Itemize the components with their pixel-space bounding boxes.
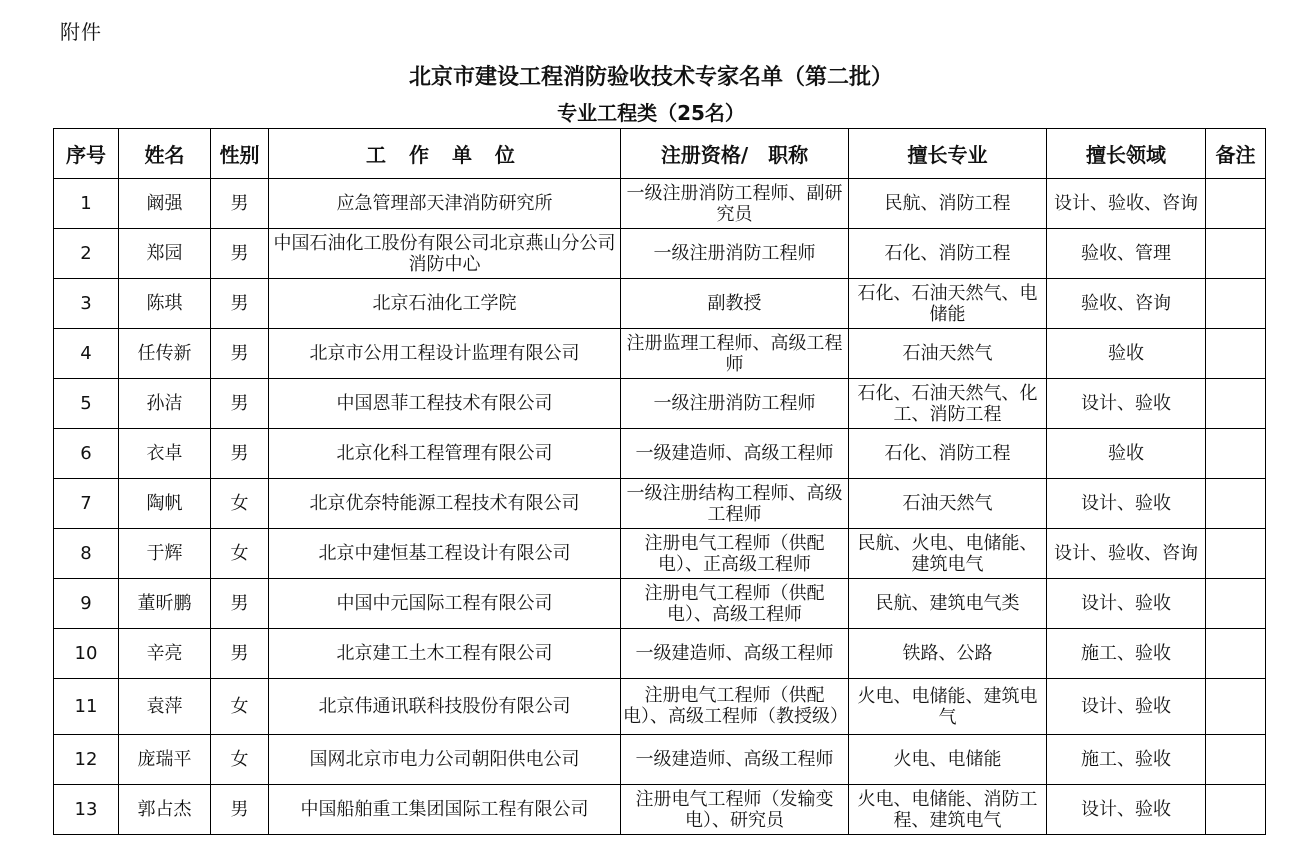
cell-gender: 男 [211, 279, 269, 329]
cell-field: 设计、验收 [1047, 679, 1206, 735]
column-header-gender: 性别 [211, 129, 269, 179]
cell-gender: 女 [211, 679, 269, 735]
cell-note [1206, 735, 1266, 785]
column-header-field: 擅长领域 [1047, 129, 1206, 179]
cell-field: 验收、管理 [1047, 229, 1206, 279]
cell-name: 袁萍 [119, 679, 211, 735]
cell-gender: 男 [211, 229, 269, 279]
cell-no: 12 [54, 735, 119, 785]
cell-qualification: 一级注册消防工程师 [621, 379, 849, 429]
document-subtitle: 专业工程类（25名） [557, 101, 745, 125]
cell-unit: 国网北京市电力公司朝阳供电公司 [269, 735, 621, 785]
cell-unit: 北京中建恒基工程设计有限公司 [269, 529, 621, 579]
cell-name: 庞瑞平 [119, 735, 211, 785]
cell-note [1206, 785, 1266, 835]
cell-no: 5 [54, 379, 119, 429]
cell-gender: 男 [211, 629, 269, 679]
cell-name: 任传新 [119, 329, 211, 379]
cell-qualification: 一级建造师、高级工程师 [621, 735, 849, 785]
column-header-no: 序号 [54, 129, 119, 179]
cell-unit: 中国恩菲工程技术有限公司 [269, 379, 621, 429]
cell-field: 验收 [1047, 429, 1206, 479]
cell-field: 施工、验收 [1047, 735, 1206, 785]
cell-qualification: 注册电气工程师（供配电）、高级工程师（教授级） [621, 679, 849, 735]
cell-gender: 男 [211, 329, 269, 379]
cell-gender: 男 [211, 179, 269, 229]
column-header-name: 姓名 [119, 129, 211, 179]
cell-no: 8 [54, 529, 119, 579]
cell-unit: 中国船舶重工集团国际工程有限公司 [269, 785, 621, 835]
cell-specialty: 民航、消防工程 [849, 179, 1047, 229]
cell-note [1206, 629, 1266, 679]
cell-field: 设计、验收 [1047, 479, 1206, 529]
table-row [54, 629, 1266, 679]
document-title: 北京市建设工程消防验收技术专家名单（第二批） [408, 65, 893, 90]
table-row [54, 329, 1266, 379]
table-row [54, 679, 1266, 735]
table-row [54, 229, 1266, 279]
cell-field: 设计、验收 [1047, 579, 1206, 629]
cell-name: 郭占杰 [119, 785, 211, 835]
cell-name: 孙洁 [119, 379, 211, 429]
column-header-specialty: 擅长专业 [849, 129, 1047, 179]
table-row [54, 379, 1266, 429]
cell-name: 阚强 [119, 179, 211, 229]
cell-gender: 男 [211, 579, 269, 629]
cell-specialty: 石油天然气 [849, 329, 1047, 379]
table-row [54, 429, 1266, 479]
table-row [54, 179, 1266, 229]
cell-note [1206, 179, 1266, 229]
cell-qualification: 注册电气工程师（发输变电）、研究员 [621, 785, 849, 835]
cell-no: 10 [54, 629, 119, 679]
cell-qualification: 注册监理工程师、高级工程师 [621, 329, 849, 379]
cell-no: 1 [54, 179, 119, 229]
cell-unit: 中国中元国际工程有限公司 [269, 579, 621, 629]
cell-field: 设计、验收、咨询 [1047, 529, 1206, 579]
cell-no: 11 [54, 679, 119, 735]
table-header-row [54, 129, 1266, 179]
cell-qualification: 一级注册消防工程师、副研究员 [621, 179, 849, 229]
cell-qualification: 注册电气工程师（供配电）、高级工程师 [621, 579, 849, 629]
cell-unit: 应急管理部天津消防研究所 [269, 179, 621, 229]
cell-specialty: 民航、火电、电储能、建筑电气 [849, 529, 1047, 579]
cell-gender: 女 [211, 479, 269, 529]
column-header-qualification: 注册资格/ 职称 [621, 129, 849, 179]
cell-field: 设计、验收 [1047, 379, 1206, 429]
cell-unit: 北京石油化工学院 [269, 279, 621, 329]
cell-specialty: 火电、电储能、建筑电气 [849, 679, 1047, 735]
cell-name: 郑园 [119, 229, 211, 279]
cell-specialty: 石化、消防工程 [849, 429, 1047, 479]
cell-field: 设计、验收 [1047, 785, 1206, 835]
cell-field: 施工、验收 [1047, 629, 1206, 679]
cell-unit: 北京建工土木工程有限公司 [269, 629, 621, 679]
cell-specialty: 石油天然气 [849, 479, 1047, 529]
cell-name: 董昕鹏 [119, 579, 211, 629]
cell-unit: 北京化科工程管理有限公司 [269, 429, 621, 479]
cell-name: 陈琪 [119, 279, 211, 329]
cell-unit: 北京优奈特能源工程技术有限公司 [269, 479, 621, 529]
cell-note [1206, 529, 1266, 579]
cell-specialty: 石化、石油天然气、电储能 [849, 279, 1047, 329]
cell-note [1206, 679, 1266, 735]
cell-note [1206, 429, 1266, 479]
cell-no: 7 [54, 479, 119, 529]
expert-table [53, 128, 1266, 835]
cell-name: 辛亮 [119, 629, 211, 679]
cell-gender: 女 [211, 529, 269, 579]
table-row [54, 279, 1266, 329]
cell-specialty: 火电、电储能 [849, 735, 1047, 785]
cell-qualification: 一级注册结构工程师、高级工程师 [621, 479, 849, 529]
cell-no: 3 [54, 279, 119, 329]
cell-field: 验收、咨询 [1047, 279, 1206, 329]
cell-qualification: 注册电气工程师（供配电）、正高级工程师 [621, 529, 849, 579]
cell-note [1206, 479, 1266, 529]
cell-note [1206, 379, 1266, 429]
table-row [54, 479, 1266, 529]
cell-no: 6 [54, 429, 119, 479]
cell-qualification: 一级注册消防工程师 [621, 229, 849, 279]
cell-specialty: 铁路、公路 [849, 629, 1047, 679]
table-row [54, 529, 1266, 579]
cell-specialty: 石化、石油天然气、化工、消防工程 [849, 379, 1047, 429]
cell-note [1206, 279, 1266, 329]
cell-unit: 北京市公用工程设计监理有限公司 [269, 329, 621, 379]
column-header-note: 备注 [1206, 129, 1266, 179]
cell-unit: 中国石油化工股份有限公司北京燕山分公司消防中心 [269, 229, 621, 279]
cell-note [1206, 229, 1266, 279]
cell-no: 2 [54, 229, 119, 279]
cell-qualification: 副教授 [621, 279, 849, 329]
attachment-label: 附件 [60, 20, 102, 44]
table-row [54, 735, 1266, 785]
cell-note [1206, 579, 1266, 629]
cell-name: 衣卓 [119, 429, 211, 479]
table-row [54, 579, 1266, 629]
cell-specialty: 民航、建筑电气类 [849, 579, 1047, 629]
cell-gender: 男 [211, 379, 269, 429]
cell-name: 陶帆 [119, 479, 211, 529]
cell-specialty: 石化、消防工程 [849, 229, 1047, 279]
cell-no: 9 [54, 579, 119, 629]
cell-gender: 男 [211, 429, 269, 479]
column-header-unit: 工 作 单 位 [269, 129, 621, 179]
cell-name: 于辉 [119, 529, 211, 579]
cell-no: 13 [54, 785, 119, 835]
table-row [54, 785, 1266, 835]
cell-specialty: 火电、电储能、消防工程、建筑电气 [849, 785, 1047, 835]
cell-gender: 女 [211, 735, 269, 785]
cell-field: 设计、验收、咨询 [1047, 179, 1206, 229]
cell-gender: 男 [211, 785, 269, 835]
cell-qualification: 一级建造师、高级工程师 [621, 429, 849, 479]
cell-field: 验收 [1047, 329, 1206, 379]
cell-unit: 北京伟通讯联科技股份有限公司 [269, 679, 621, 735]
cell-note [1206, 329, 1266, 379]
cell-no: 4 [54, 329, 119, 379]
cell-qualification: 一级建造师、高级工程师 [621, 629, 849, 679]
